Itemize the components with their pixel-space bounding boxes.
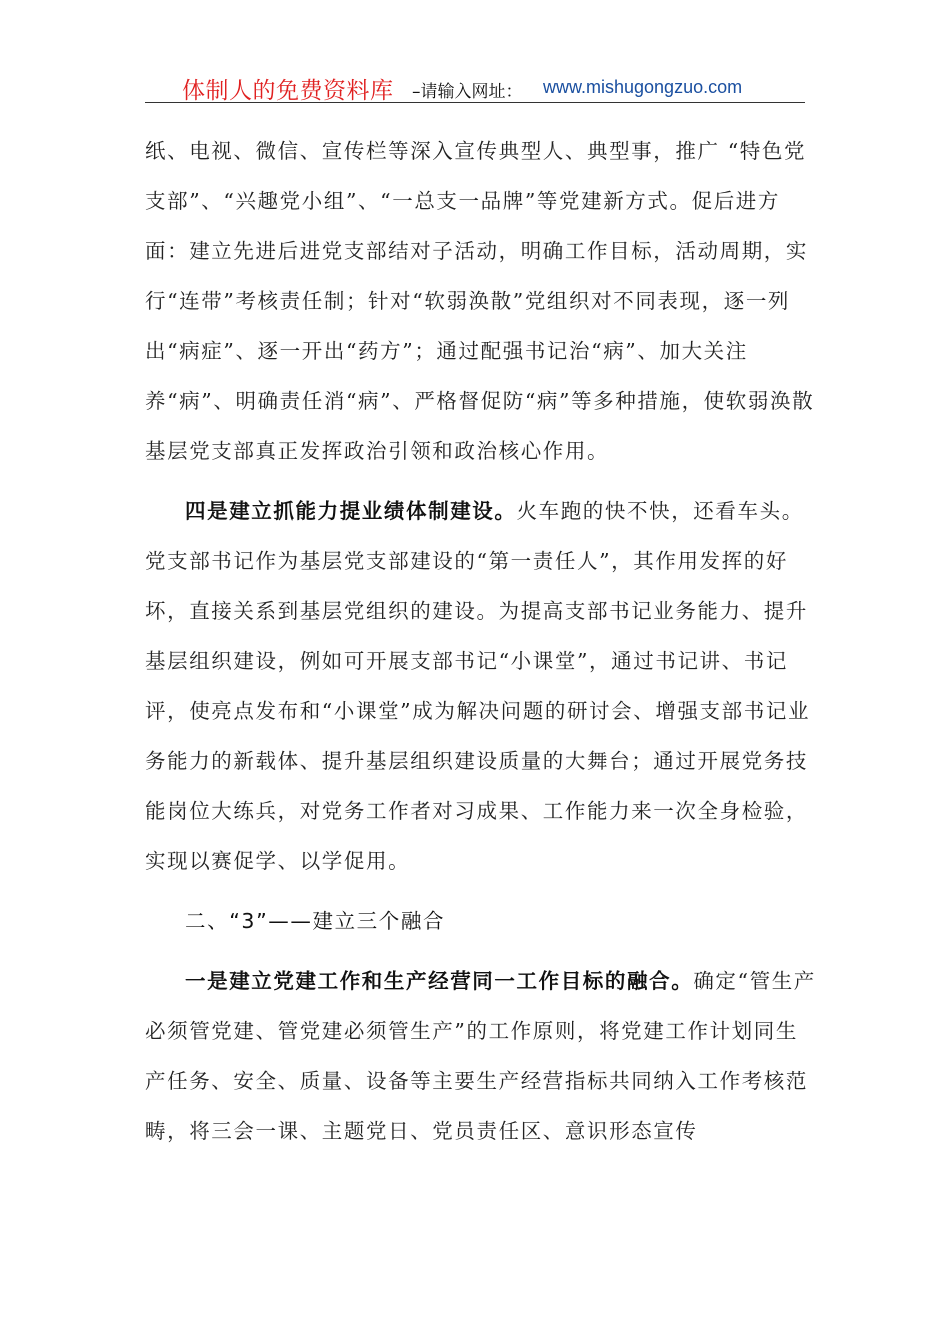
page-header <box>145 72 805 103</box>
paragraph-fusion-one <box>145 956 817 1156</box>
paragraph-continuation: 纸、电视、微信、宣传栏等深入宣传典型人、典型事，推广 “特色党支部”、“兴趣党小组”、“一总支一品牌”等党建新方式。促后进方面：建立先进后进党支部结对子活动，明确工作目标，活动周期，实行“连带”考核责任制；针对“软弱涣散”党组织对不同表现，逐一列出“病症”、逐一开出“药方”；通过配强书记治“病”、加大关注养“病”、明确责任消“病”、严格督促防“病”等多种措施，使软弱涣散基层党支部真正发挥政治引领和政治核心作用。 <box>145 139 815 463</box>
section-heading-text: 二、“3”——建立三个融合 <box>185 909 446 933</box>
paragraph-point-four <box>145 486 817 886</box>
point-four-heading: 四是建立抓能力提业绩体制建设。 <box>185 499 517 523</box>
section-heading <box>145 896 817 946</box>
fusion-one-text: 确定“管生产必须管党建、管党建必须管生产”的工作原则，将党建工作计划同生产任务、安全、质量、设备等主要生产经营指标共同纳入工作考核范畴，将三会一课、主题党日、党员责任区、意识形态宣传 <box>145 969 816 1143</box>
website-link[interactable]: www.mishugongzuo.com <box>543 77 743 97</box>
url-prompt: –请输入网址： <box>412 82 523 102</box>
fusion-one-heading: 一是建立党建工作和生产经营同一工作目标的融合。 <box>185 969 694 993</box>
document-body <box>145 126 817 1156</box>
point-four-text: 火车跑的快不快，还看车头。党支部书记作为基层党支部建设的“第一责任人”，其作用发挥的好坏，直接关系到基层党组织的建设。为提高支部书记业务能力、提升基层组织建设，例如可开展支部书记“小课堂”，通过书记讲、书记评，使亮点发布和“小课堂”成为解决问题的研讨会、增强支部书记业务能力的新载体、提升基层组织建设质量的大舞台；通过开展党务技能岗位大练兵，对党务工作者对习成果、工作能力来一次全身检验，实现以赛促学、以学促用。 <box>145 499 811 873</box>
brand-title: 体制人的免费资料库 <box>182 78 394 104</box>
